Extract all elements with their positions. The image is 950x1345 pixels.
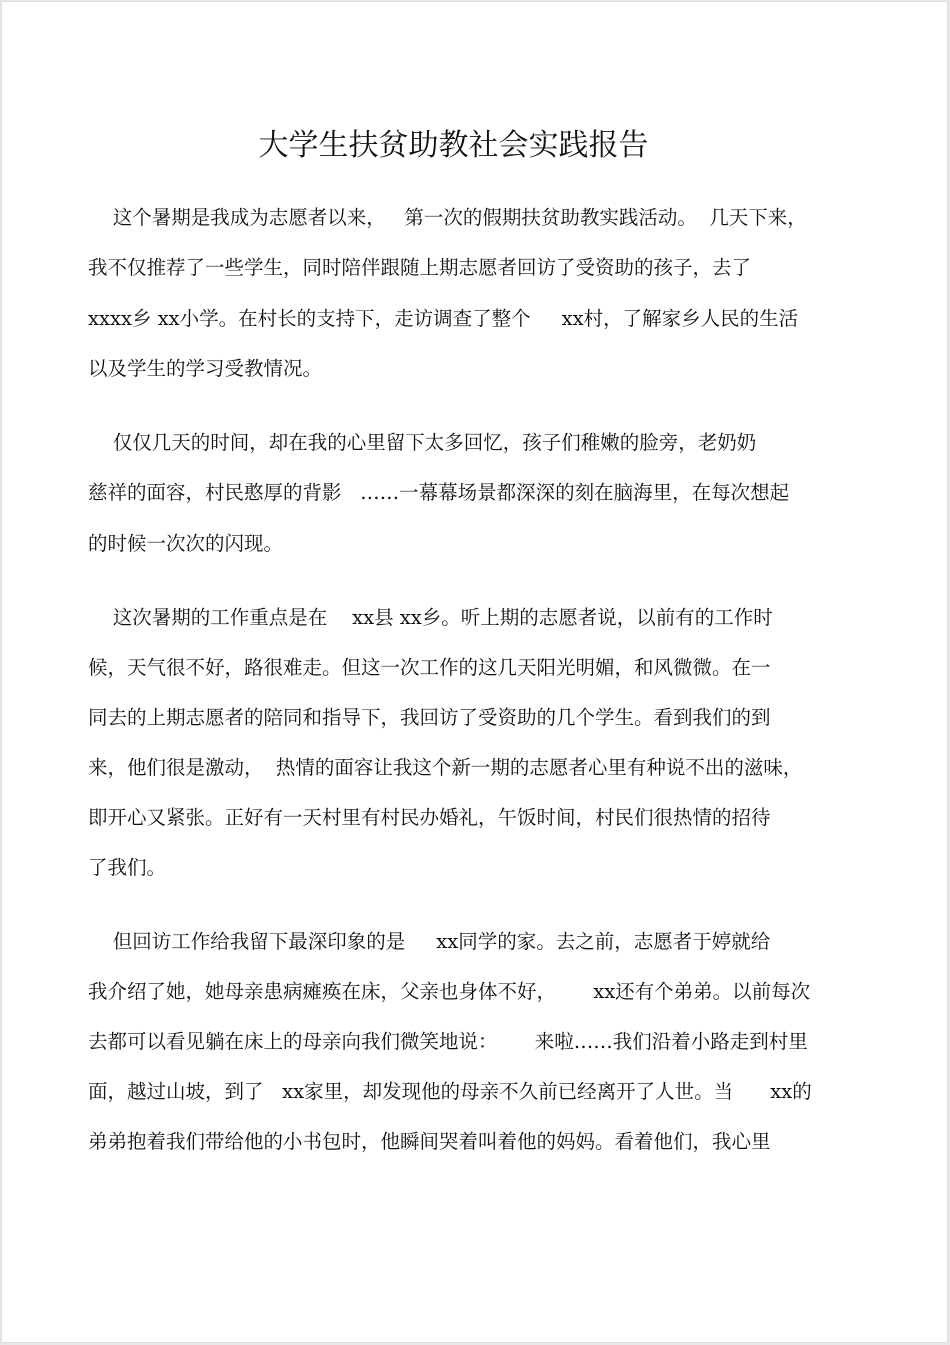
paragraph-4-line-4: 面，越过山坡，到了 xx家里，却发现他的母亲不久前已经离开了人世。当 xx的: [88, 1080, 812, 1103]
paragraph-1-line-3: xxxx乡 xx小学。在村长的支持下，走访调查了整个 xx村，了解家乡人民的生活: [88, 307, 799, 330]
paragraph-3-line-6: 了我们。: [88, 856, 167, 879]
paragraph-1-line-4: 以及学生的学习受教情况。: [88, 357, 323, 380]
paragraph-4-line-2: 我介绍了她，她母亲患病瘫痪在床，父亲也身体不好， xx还有个弟弟。以前每次: [88, 980, 811, 1003]
paragraph-2-line-3: 的时候一次次的闪现。: [88, 532, 284, 555]
document-page: [2, 2, 947, 1342]
paragraph-3-line-1: 这次暑期的工作重点是在 xx县 xx乡。听上期的志愿者说，以前有的工作时: [88, 606, 773, 629]
paragraph-1-line-2: 我不仅推荐了一些学生，同时陪伴跟随上期志愿者回访了受资助的孩子，去了: [88, 256, 752, 279]
paragraph-4-line-1: 但回访工作给我留下最深印象的是 xx同学的家。去之前，志愿者于婷就给: [88, 930, 771, 953]
paragraph-3-line-2: 候，天气很不好，路很难走。但这一次工作的这几天阳光明媚，和风微微。在一: [88, 656, 771, 679]
paragraph-3-line-5: 即开心又紧张。正好有一天村里有村民办婚礼，午饭时间，村民们很热情的招待: [88, 806, 771, 829]
paragraph-2-line-1: 仅仅几天的时间，却在我的心里留下太多回忆，孩子们稚嫩的脸旁，老奶奶: [88, 431, 757, 454]
document-title: 大学生扶贫助教社会实践报告: [258, 128, 649, 163]
paragraph-4-line-5: 弟弟抱着我们带给他的小书包时，他瞬间哭着叫着他的妈妈。看着他们，我心里: [88, 1130, 771, 1153]
paragraph-3-line-4: 来，他们很是激动， 热情的面容让我这个新一期的志愿者心里有种说不出的滋味，: [88, 756, 803, 779]
paragraph-3-line-3: 同去的上期志愿者的陪同和指导下，我回访了受资助的几个学生。看到我们的到: [88, 706, 771, 729]
paragraph-4-line-3: 去都可以看见躺在床上的母亲向我们微笑地说： 来啦……我们沿着小路走到村里: [88, 1030, 808, 1053]
paragraph-1-line-1: 这个暑期是我成为志愿者以来， 第一次的假期扶贫助教实践活动。 几天下来，: [88, 206, 807, 229]
paragraph-2-line-2: 慈祥的面容，村民憨厚的背影 ……一幕幕场景都深深的刻在脑海里，在每次想起: [88, 481, 790, 504]
